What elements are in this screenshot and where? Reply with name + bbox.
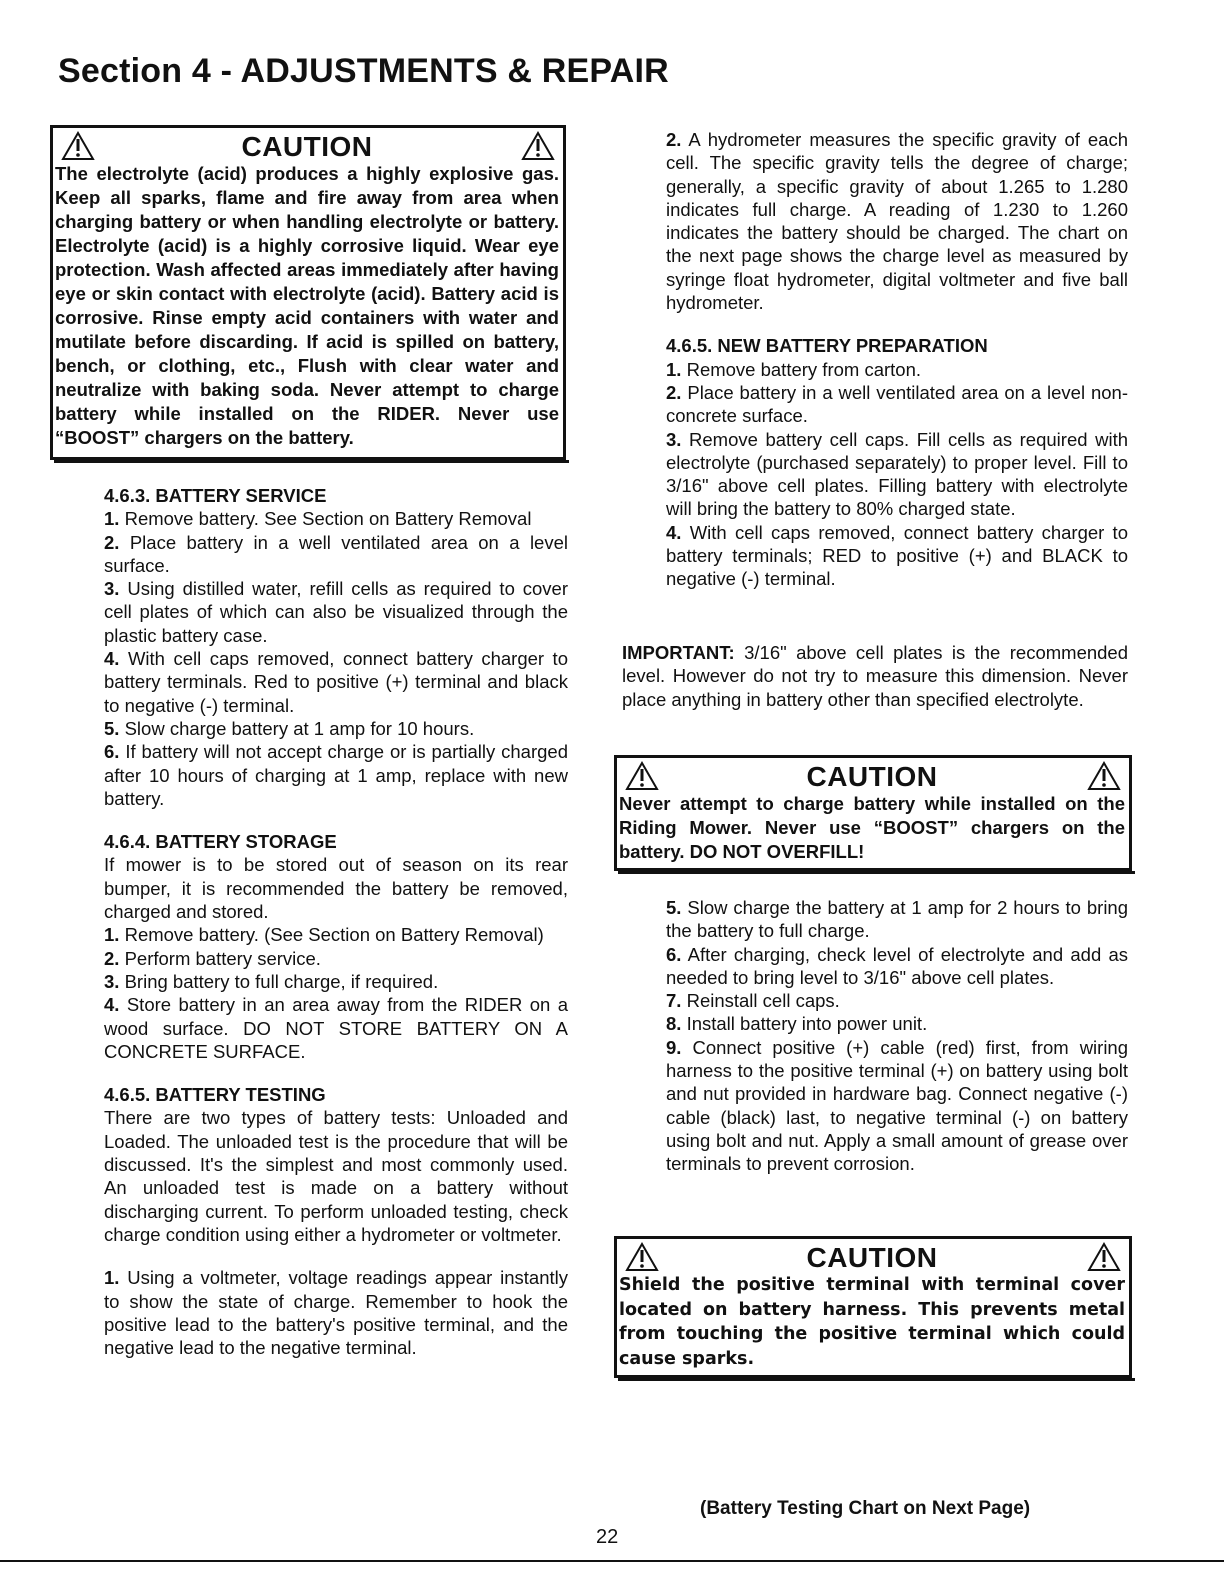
list-item: 5. Slow charge the battery at 1 amp for 2 hours to bring the battery to full charge. bbox=[666, 897, 1129, 942]
caution-header bbox=[619, 1239, 1125, 1273]
caution-text: Never attempt to charge battery while installed on the Riding Mower. Never use “BOOST” chargers on the battery. DO NOT OVERFILL! bbox=[619, 793, 1125, 862]
list-item: 6. After charging, check level of electrolyte and add as needed to bring level to 3/16" above cell plates. bbox=[666, 943, 1128, 988]
list-item: 4. Store battery in an area away from the RIDER on a wood surface. DO NOT STORE BATTERY ON A CONCRETE SURFACE. bbox=[104, 994, 568, 1062]
section-heading-battery-service: 4.6.3. BATTERY SERVICE bbox=[104, 485, 327, 506]
right-column bbox=[666, 128, 1128, 591]
list-item: 1. Using a voltmeter, voltage readings appear instantly to show the state of charge. Remember to hook the positive lead to the battery's positive terminal, and the negative lead to the negative terminal. bbox=[104, 1267, 568, 1359]
important-label: IMPORTANT: bbox=[622, 642, 735, 663]
list-item: 5. Slow charge battery at 1 amp for 10 hours. bbox=[104, 717, 475, 739]
list-item: 7. Reinstall cell caps. bbox=[666, 990, 840, 1012]
list-item: 3. Bring battery to full charge, if required. bbox=[104, 970, 439, 992]
warning-triangle-icon bbox=[521, 131, 555, 161]
page-number: 22 bbox=[596, 1526, 619, 1548]
important-note bbox=[622, 641, 1128, 711]
caution-text: The electrolyte (acid) produces a highly explosive gas. Keep all sparks, flame and fire away from area when charging battery or when handling electrolyte or battery. Electrolyte (acid) is a highly corrosive liquid. Wear eye protection. Wash affected areas immediately after having eye or skin contact with electrolyte (acid). Battery acid is corrosive. Rinse empty acid containers with water and mutilate before discarding. If acid is spilled on battery, bench, or clothing, etc., Flush with clear water and neutralize with baking soda. Never attempt to charge battery while installed on the RIDER. Never use “BOOST” chargers on the battery. bbox=[55, 163, 559, 448]
caution-title: CAUTION bbox=[806, 1242, 938, 1273]
list-item: 8. Install battery into power unit. bbox=[666, 1013, 928, 1035]
list-item: 2. Place battery in a well ventilated area on a level surface. bbox=[104, 531, 568, 576]
list-item: 4. With cell caps removed, connect battery charger to battery terminals; RED to positive (+) and BLACK to negative (-) terminal. bbox=[666, 521, 1128, 590]
caution-box-electrolyte bbox=[50, 125, 566, 460]
paragraph: There are two types of battery tests: Unloaded and Loaded. The unloaded test is the procedure that will be discussed. It's the simplest and most commonly used. An unloaded test is made on a battery without discharging current. To perform unloaded testing, check charge condition using either a hydrometer or voltmeter. bbox=[104, 1107, 568, 1245]
bottom-divider bbox=[0, 1560, 1224, 1562]
paragraph: If mower is to be stored out of season on its rear bumper, it is recommended the battery be removed, charged and stored. bbox=[104, 854, 568, 923]
caution-box-charging bbox=[614, 755, 1132, 871]
list-item: 6. If battery will not accept charge or is partially charged after 10 hours of charging at 1 amp, replace with new battery. bbox=[104, 741, 568, 809]
footer-note: (Battery Testing Chart on Next Page) bbox=[700, 1498, 1031, 1519]
caution-header bbox=[55, 128, 559, 162]
caution-title: CAUTION bbox=[806, 761, 938, 792]
caution-title: CAUTION bbox=[241, 131, 373, 162]
list-item: 2. Place battery in a well ventilated area on a level non-concrete surface. bbox=[666, 381, 1129, 427]
list-item: 1. Remove battery. See Section on Battery Removal bbox=[104, 508, 532, 530]
section-heading-battery-testing: 4.6.5. BATTERY TESTING bbox=[104, 1084, 326, 1106]
page-title: Section 4 - ADJUSTMENTS & REPAIR bbox=[58, 52, 669, 90]
list-item: 3. Using distilled water, refill cells as required to cover cell plates of which can also be visualized through the plastic battery case. bbox=[104, 578, 569, 646]
right-column-steps bbox=[666, 896, 1128, 1176]
list-item: 2. A hydrometer measures the specific gravity of each cell. The specific gravity tells the degree of charge; generally, a specific gravity of about 1.265 to 1.280 indicates full charge. A reading of 1.230 to 1.260 indicates the battery should be charged. The chart on the next page shows the charge level as measured by syringe float hydrometer, digital voltmeter and five ball hydrometer. bbox=[666, 129, 1128, 314]
caution-header bbox=[619, 758, 1125, 792]
list-item: 4. With cell caps removed, connect battery charger to battery terminals. Red to positive (+) terminal and black to negative (-) terminal. bbox=[104, 648, 568, 716]
left-column bbox=[104, 484, 568, 1359]
list-item: 3. Remove battery cell caps. Fill cells as required with electrolyte (purchased separately) to proper level. Fill to 3/16" above cell plates. Filling battery with electrolyte will bring the battery to 80% charged state. bbox=[666, 428, 1128, 520]
caution-text: Shield the positive terminal with terminal cover located on battery harness. This prevents metal from touching the positive terminal which could cause sparks. bbox=[619, 1275, 1125, 1369]
list-item: 1. Remove battery from carton. bbox=[666, 358, 921, 380]
list-item: 1. Remove battery. (See Section on Battery Removal) bbox=[104, 924, 544, 946]
section-heading-battery-storage: 4.6.4. BATTERY STORAGE bbox=[104, 831, 337, 853]
warning-triangle-icon bbox=[1087, 1242, 1121, 1272]
warning-triangle-icon bbox=[1087, 761, 1121, 791]
section-heading-new-battery: 4.6.5. NEW BATTERY PREPARATION bbox=[666, 335, 988, 357]
list-item: 2. Perform battery service. bbox=[104, 947, 321, 969]
list-item: 9. Connect positive (+) cable (red) first, from wiring harness to the positive terminal (+) on battery using bolt and nut provided in hardware bag. Connect negative (-) cable (black) last, to negative terminal (-) on battery using bolt and nut. Apply a small amount of grease over terminals to prevent corrosion. bbox=[666, 1036, 1129, 1175]
caution-box-terminal bbox=[614, 1236, 1132, 1378]
important-text: 3/16" above cell plates is the recommended level. However do not try to measure this dimension. Never place anything in battery other than specified electrolyte. bbox=[622, 642, 1129, 710]
